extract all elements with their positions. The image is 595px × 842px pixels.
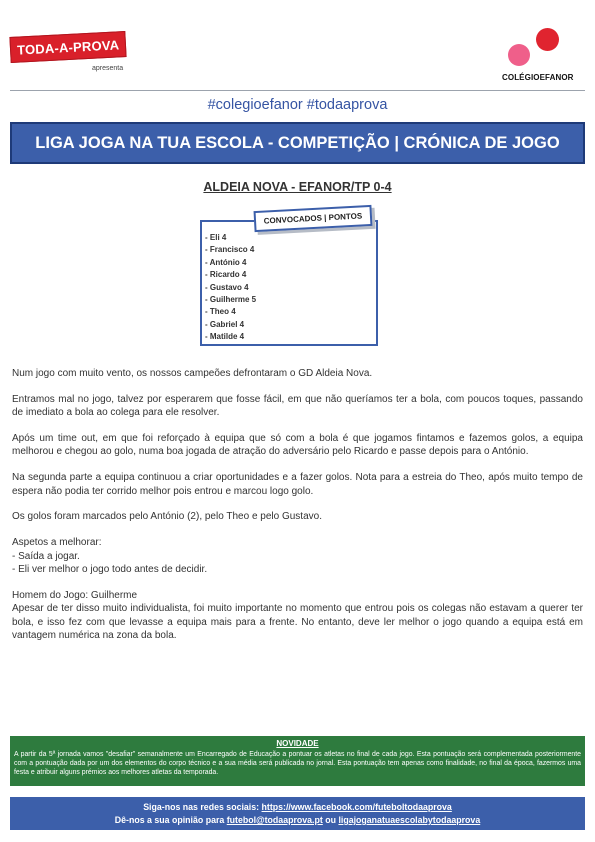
squad-player: - Eli 4 bbox=[205, 233, 227, 242]
squad-player: - Theo 4 bbox=[205, 307, 236, 317]
man-of-match-text: Apesar de ter disso muito individualista, foi muito importante no momento que entrou pois os colegas não estavam a querer ter bola, e isso fez com que levasse a equipa mais para a frente. No entanto, deve ler melhor o jogo quando a equipa está em vantagem numérica na zona da bola. bbox=[12, 603, 583, 642]
squad-player: - Francisco 4 bbox=[205, 245, 255, 255]
logo-pink-dot bbox=[508, 44, 530, 66]
chronicle-paragraph: Num jogo com muito vento, os nossos campeões defrontaram o GD Aldeia Nova. bbox=[12, 368, 373, 379]
social-line bbox=[10, 801, 585, 814]
novidade-title: NOVIDADE bbox=[276, 739, 319, 748]
squad-player: - Matilde 4 bbox=[205, 332, 245, 342]
chronicle-paragraph: Após um time out, em que foi reforçado à equipa que só com a bola é que jogamos fintamos e fazemos golos, a equipa melhorou e chegou ao golo, numa boa jogada de atração do adversário pelo Ricardo e passe depois para o António. bbox=[12, 433, 583, 458]
novidade-box bbox=[10, 736, 585, 786]
squad-player: - Gabriel 4 bbox=[205, 319, 245, 329]
league-link[interactable]: ligajoganatuaescolabytodaaprova bbox=[338, 815, 481, 825]
opinion-prefix: Dê-nos a sua opinião para bbox=[114, 815, 227, 825]
chronicle-paragraph: Entramos mal no jogo, talvez por esperarem que fosse fácil, em que não queríamos ter a bola, com poucos toques, passando de imediato a bola ao colega para ele resolver. bbox=[12, 393, 583, 419]
facebook-link[interactable]: https://www.facebook.com/futeboltodaaprova bbox=[261, 802, 452, 812]
chronicle-paragraph: Os golos foram marcados pelo António (2), pelo Theo e pelo Gustavo. bbox=[12, 511, 322, 523]
match-title bbox=[0, 180, 595, 194]
improvements-title: Aspetos a melhorar: bbox=[12, 537, 102, 549]
squad-tab-label: CONVOCADOS | PONTOS bbox=[263, 211, 363, 226]
squad-player: - Ricardo 4 bbox=[205, 270, 247, 280]
hashtags: #colegioefanor #todaaprova bbox=[207, 97, 388, 113]
squad-player: - Gustavo 4 bbox=[205, 282, 249, 292]
chronicle-paragraph: Na segunda parte a equipa continuou a criar oportunidades e a fazer golos. Nota para a estreia do Theo, após muito tempo de espera não podia ter corrido melhor pois entrou e marcou logo golo. bbox=[12, 472, 583, 497]
squad-list bbox=[205, 232, 256, 344]
man-of-match-title: Homem do Jogo: Guilherme bbox=[12, 589, 138, 601]
page-title-banner bbox=[10, 122, 585, 164]
brand-badge: TODA-A-PROVA bbox=[9, 31, 127, 63]
match-score: ALDEIA NOVA - EFANOR/TP 0-4 bbox=[203, 180, 392, 194]
header-divider bbox=[10, 90, 585, 91]
novidade-text: A partir da 5ª jornada vamos "desafiar" semanalmente um Encarregado de Educação a pontuar os atletas no final de cada jogo. Esta pontuação será complementada posteriormente com a pontuação dada por um dos elementos do corpo técnico e a sua média será publicada no jornal. Esta pontuação tem apenas como finalidade, no final da época, fazermos uma festa e atribuir alguns prémios aos melhores atletas da temporada. bbox=[14, 751, 581, 777]
logo-text: COLÉGIOEFANOR bbox=[502, 73, 574, 82]
school-logo bbox=[502, 26, 580, 86]
opinion-line bbox=[10, 814, 585, 827]
brand-subtitle: apresenta bbox=[92, 65, 124, 72]
man-of-match-section bbox=[12, 589, 583, 643]
page-title: LIGA JOGA NA TUA ESCOLA - COMPETIÇÃO | CRÓNICA DE JOGO bbox=[35, 133, 560, 152]
opinion-separator: ou bbox=[322, 815, 339, 825]
squad-player: - António 4 bbox=[205, 257, 247, 267]
improvements-section bbox=[12, 536, 583, 576]
social-footer bbox=[10, 797, 585, 830]
improvement-item: - Eli ver melhor o jogo todo antes de decidir. bbox=[12, 564, 208, 576]
chronicle-body bbox=[12, 367, 583, 655]
email-link[interactable]: futebol@todaaprova.pt bbox=[226, 815, 323, 825]
logo-red-dot bbox=[536, 28, 559, 51]
social-prefix: Siga-nos nas redes sociais: bbox=[143, 802, 262, 812]
brand-logo bbox=[10, 34, 134, 72]
improvement-item: - Saída a jogar. bbox=[12, 550, 80, 562]
squad-player: - Guilherme 5 bbox=[205, 294, 257, 304]
